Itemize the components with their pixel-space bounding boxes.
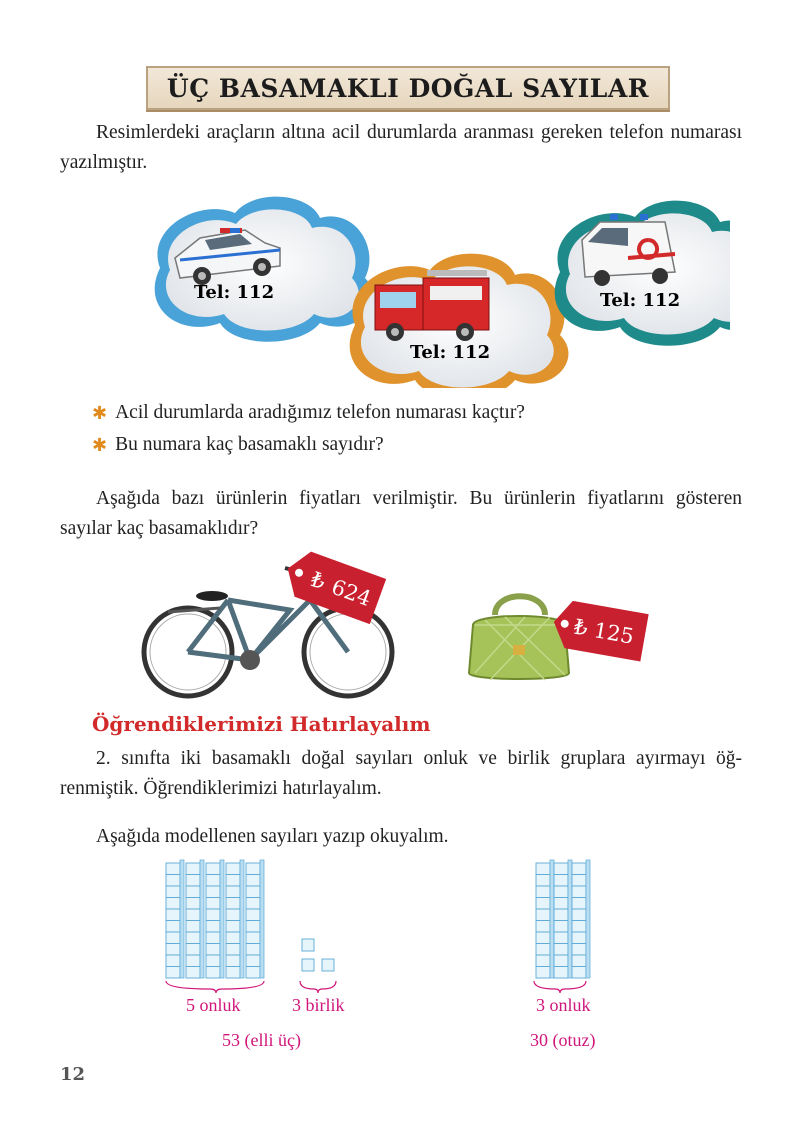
prices-paragraph: Aşağıda bazı ürünlerin fiyatları verilmiştir. Bu ürünlerin fiyatlarını gösteren sayılar kaç basamaklıdır?	[60, 488, 742, 539]
model-instruction: Aşağıda modellenen sayıları yazıp okuyalım.	[96, 826, 449, 847]
page-title: ÜÇ BASAMAKLI DOĞAL SAYILAR	[166, 73, 650, 103]
page-number: 12	[60, 1064, 86, 1085]
bicycle-price-tag	[280, 548, 390, 628]
fire-tel: Tel: 112	[410, 342, 491, 363]
model-2-tens-brace	[534, 981, 586, 993]
ten-rod	[536, 860, 554, 978]
intro-paragraph: Resimlerdeki araçların altına acil durumlarda aranması gereken telefon numarası yazılmıştır.	[60, 122, 742, 173]
model-1-ones	[302, 939, 334, 971]
ten-rod	[186, 860, 204, 978]
ten-rod	[554, 860, 572, 978]
asterisk-icon: ✱	[92, 434, 108, 455]
title-banner	[146, 66, 670, 110]
ambulance-tel: Tel: 112	[600, 290, 681, 311]
model-1-tens-brace	[166, 981, 264, 993]
model-1-ones-brace	[300, 981, 336, 993]
question-2	[92, 434, 384, 456]
section-paragraph: 2. sınıfta iki basamaklı doğal sayıları onluk ve birlik gruplara ayırmayı öğrenmiştik. Öğrendiklerimizi hatırlayalım.	[60, 748, 742, 799]
question-2-text: Bu numara kaç basamaklı sayıdır?	[115, 434, 384, 455]
bicycle-currency: ₺	[307, 567, 329, 595]
unit-cube	[302, 959, 314, 971]
ten-rod	[246, 860, 264, 978]
model-1-ones-label: 3 birlik	[292, 995, 345, 1015]
section-title: Öğrendiklerimizi Hatırlayalım	[92, 712, 431, 736]
bag-price-tag	[550, 596, 650, 666]
model-1-tens	[166, 860, 264, 978]
bag-price: 125	[592, 618, 636, 649]
ten-rod	[166, 860, 184, 978]
asterisk-icon: ✱	[92, 402, 108, 423]
model-1-tens-label: 5 onluk	[186, 995, 241, 1015]
ten-rod	[572, 860, 590, 978]
model-2-tens	[536, 860, 590, 978]
question-1-text: Acil durumlarda aradığımız telefon numarası kaçtır?	[115, 402, 525, 423]
ten-rod	[226, 860, 244, 978]
unit-cube	[322, 959, 334, 971]
model-2-result: 30 (otuz)	[530, 1030, 596, 1050]
question-1	[92, 402, 525, 424]
model-1-result: 53 (elli üç)	[222, 1030, 301, 1050]
bag-currency: ₺	[572, 614, 590, 641]
police-tel: Tel: 112	[194, 282, 275, 303]
unit-cube	[302, 939, 314, 951]
vehicle-clouds	[140, 188, 730, 388]
ten-rod	[206, 860, 224, 978]
bicycle-price: 624	[328, 574, 375, 612]
model-2-tens-label: 3 onluk	[536, 995, 591, 1015]
